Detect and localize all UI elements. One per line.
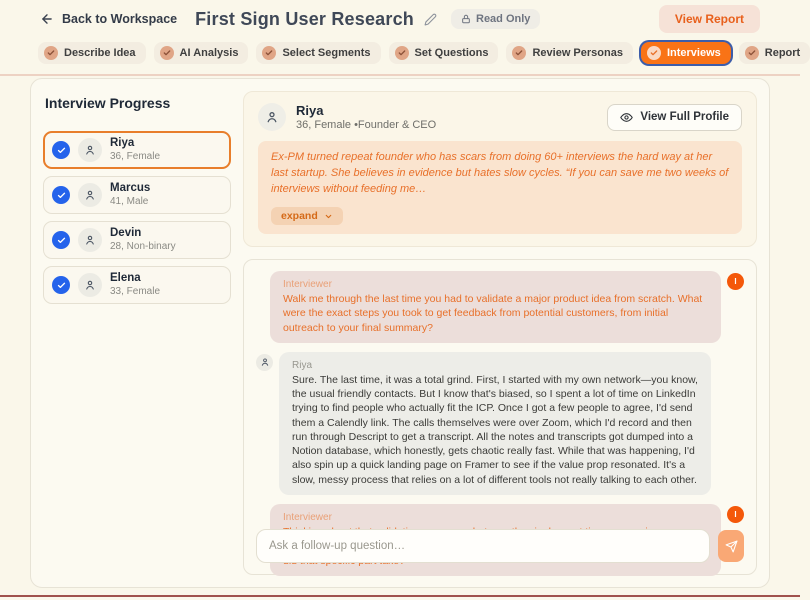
tab-select-segments[interactable]: [256, 42, 380, 64]
expand-bio-button[interactable]: [271, 207, 343, 225]
interviewee-name: Devin: [110, 227, 142, 240]
tab-label: Report: [764, 47, 801, 59]
check-icon: [395, 46, 409, 60]
header: [0, 0, 800, 38]
tab-label: Interviews: [666, 47, 721, 59]
person-avatar-icon: [256, 354, 273, 371]
transcript-scroll-area[interactable]: [256, 271, 744, 525]
interviewee-details: 41, Male: [110, 195, 149, 207]
person-avatar-icon: [78, 228, 102, 252]
followup-input-row: [256, 529, 744, 563]
read-only-badge: [451, 9, 540, 29]
persona-card: [243, 91, 757, 247]
interview-card-elena[interactable]: [43, 266, 231, 304]
message-text: Sure. The last time, it was a total grind. First, I started with my own network—you know, the usual friendly contacts. But I know that's biased, so I spent a lot of time on LinkedIn trying to find people who actually fit the ICP. Once I got a few people to agree, I'd send them a Calendly link. The calls themselves were over Zoom, which I'd record and then run through Descript to get a transcript. All the notes and transcripts got dumped into a Notion database, which honestly, gets chaotic really fast. While that was happening, I'd also spin up a quick landing page on Framer to see if the value prop resonated. It's a slow, messy process that relies on a lot of different tools not really talking to each other.: [292, 373, 698, 486]
check-icon: [160, 46, 174, 60]
check-icon: [745, 46, 759, 60]
chevron-down-icon: [324, 212, 333, 221]
message-sender-label: Riya: [292, 359, 313, 371]
back-arrow-icon: [40, 12, 54, 26]
interviewee-name: Riya: [110, 137, 135, 150]
back-to-workspace-button[interactable]: [40, 12, 177, 26]
interviewer-avatar: I: [727, 506, 744, 523]
tab-label: Review Personas: [532, 47, 623, 59]
interview-progress-sidebar: [43, 91, 231, 575]
interview-card-riya[interactable]: [43, 131, 231, 169]
persona-bio-text: Ex-PM turned repeat founder who has scars from doing 60+ interviews the hard way at her last startup. She believes in evidence but hates slow cycles. “If you can save me two weeks of interviews without feeding me…: [271, 151, 729, 196]
window-bottom-edge: [0, 595, 800, 597]
interviewer-message: [256, 271, 744, 343]
interviewee-details: 28, Non-binary: [110, 240, 176, 252]
check-icon: [647, 46, 661, 60]
read-only-label: Read Only: [476, 13, 531, 25]
message-sender-label: Interviewer: [283, 279, 332, 291]
interview-detail-column: [243, 91, 757, 575]
interviewee-details: 33, Female: [110, 285, 161, 297]
completed-check-icon: [52, 186, 70, 204]
check-icon: [512, 46, 526, 60]
message-sender-label: Interviewer: [283, 511, 332, 523]
check-icon: [262, 46, 276, 60]
completed-check-icon: [52, 276, 70, 294]
send-button[interactable]: [718, 530, 744, 562]
view-report-button[interactable]: View Report: [659, 5, 760, 33]
interviewee-name: Marcus: [110, 182, 151, 195]
interview-transcript-panel: [243, 259, 757, 575]
tab-review-personas[interactable]: [506, 42, 633, 64]
tab-label: Describe Idea: [64, 47, 136, 59]
back-label: Back to Workspace: [62, 12, 178, 26]
expand-label: expand: [281, 210, 318, 223]
tab-label: Set Questions: [414, 47, 489, 59]
interviewee-name: Elena: [110, 272, 141, 285]
view-full-profile-label: View Full Profile: [640, 111, 729, 124]
tab-label: Select Segments: [282, 47, 371, 59]
main-panel: [30, 78, 770, 588]
tab-set-questions[interactable]: [389, 42, 499, 64]
tab-report[interactable]: [739, 42, 810, 64]
page-title: First Sign User Research: [195, 8, 414, 29]
person-avatar-icon: [78, 273, 102, 297]
edit-title-icon[interactable]: [424, 13, 437, 26]
check-icon: [44, 46, 58, 60]
tab-label: AI Analysis: [179, 47, 239, 59]
interviewer-avatar: I: [727, 273, 744, 290]
lock-icon: [461, 14, 471, 24]
person-avatar-icon: [78, 138, 102, 162]
eye-icon: [620, 111, 633, 124]
view-full-profile-button[interactable]: [607, 104, 742, 131]
persona-name: Riya: [296, 103, 324, 118]
workflow-tabbar: [0, 38, 800, 76]
completed-check-icon: [52, 231, 70, 249]
tab-ai-analysis[interactable]: [154, 42, 249, 64]
interview-card-marcus[interactable]: [43, 176, 231, 214]
persona-bio-block: [258, 141, 742, 234]
followup-question-input[interactable]: [256, 529, 710, 563]
person-avatar-icon: [78, 183, 102, 207]
message-text: Walk me through the last time you had to validate a major product idea from scratch. What were the exact steps you took to get feedback from potential customers, from initial outreach to your final summary?: [283, 293, 703, 334]
completed-check-icon: [52, 141, 70, 159]
interviewee-details: 36, Female: [110, 150, 161, 162]
tab-interviews[interactable]: [641, 42, 731, 64]
tab-describe-idea[interactable]: [38, 42, 146, 64]
send-icon: [725, 540, 738, 553]
interview-card-devin[interactable]: [43, 221, 231, 259]
persona-subtitle: 36, Female •Founder & CEO: [296, 119, 437, 132]
sidebar-title: Interview Progress: [45, 95, 171, 111]
persona-avatar-icon: [258, 103, 286, 131]
persona-message: [256, 352, 744, 495]
